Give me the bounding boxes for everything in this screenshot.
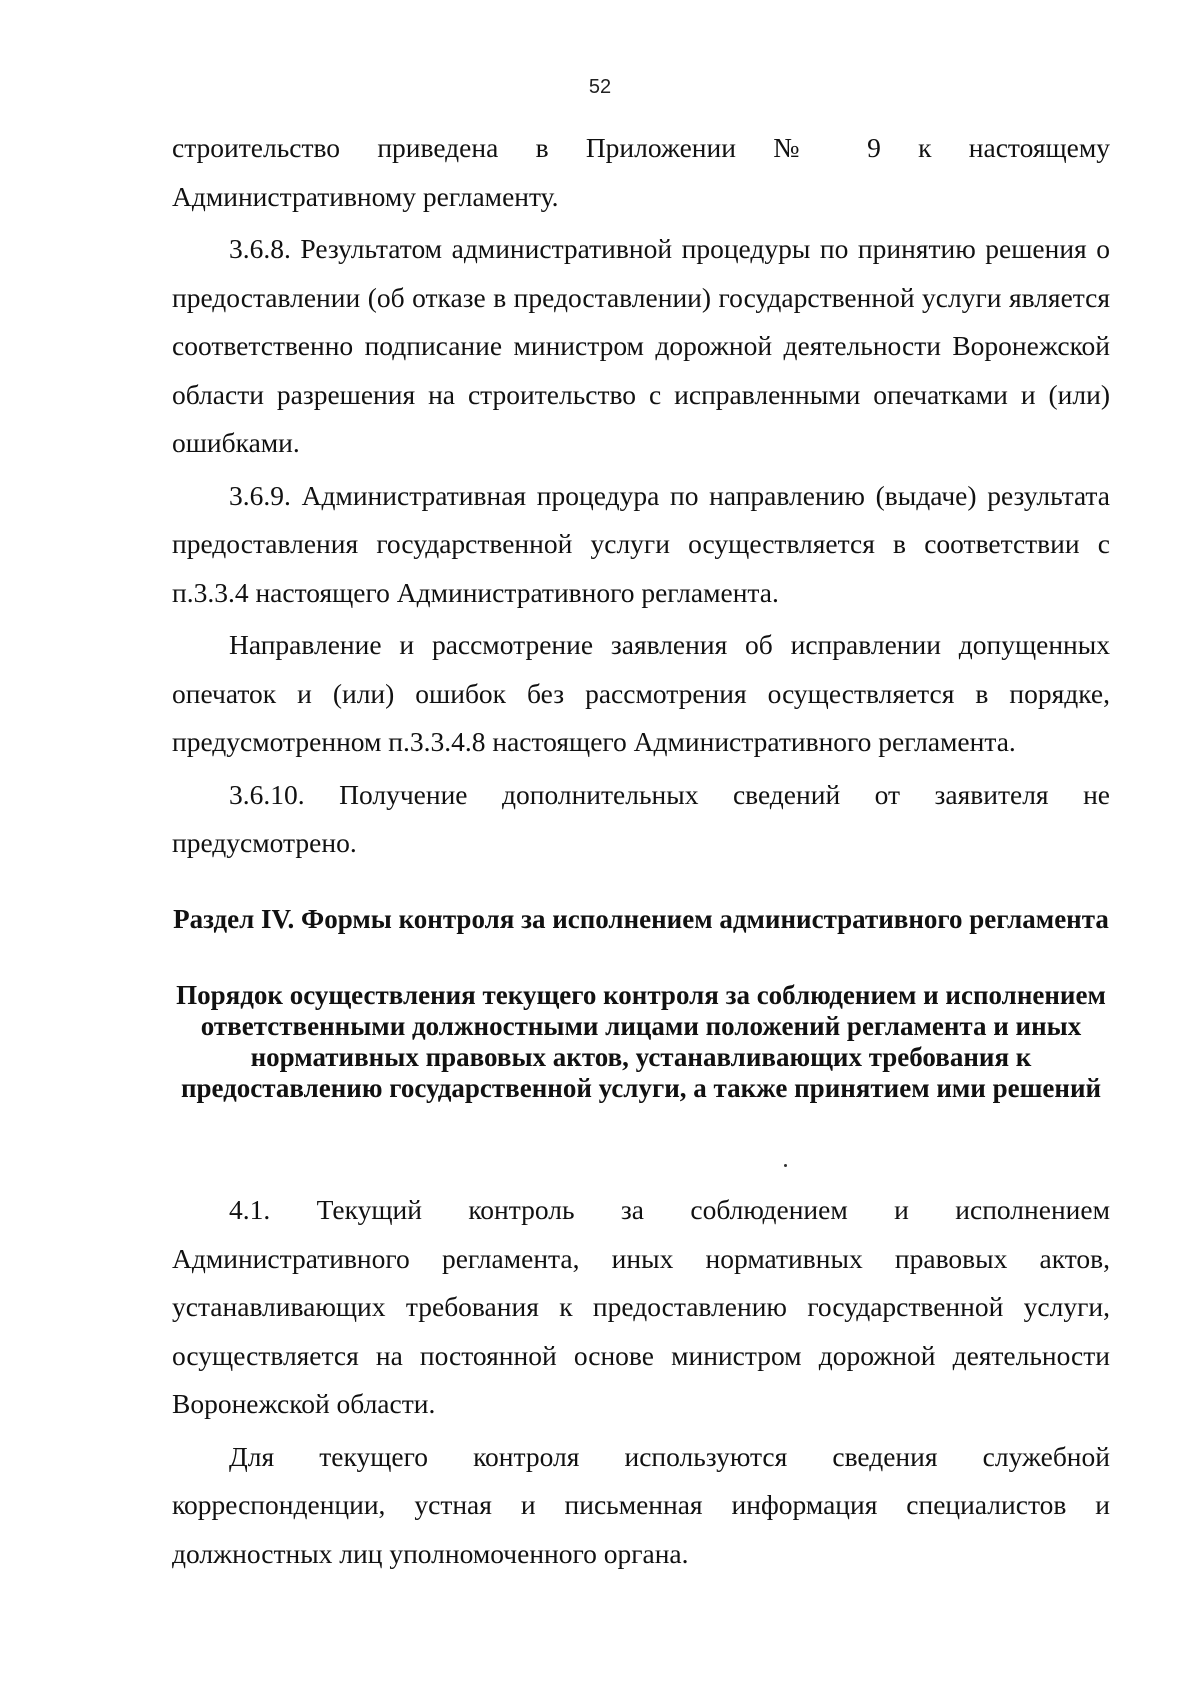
- paragraph-continuation: строительство приведена в Приложении № 9 к настоящему Административному регламенту.: [172, 132, 1110, 212]
- paragraph-4-1: 4.1. Текущий контроль за соблюдением и исполнением Административного регламента, иных нормативных правовых актов, устанавливающих требования к предоставлению государственной услуги, осуществляется на постоянной основе министром дорожной деятельности Воронежской области.: [172, 1194, 1110, 1419]
- page-number: 52: [588, 76, 612, 98]
- paragraph-3-6-10: 3.6.10. Получение дополнительных сведений от заявителя не предусмотрено.: [172, 778, 1110, 858]
- paragraph-direction: Направление и рассмотрение заявления об исправлении допущенных опечаток и (или) ошибок без рассмотрения осуществляется в порядке, предусмотренном п.3.3.4.8 настоящего Административного регламента.: [172, 629, 1110, 757]
- paragraph-current-control: Для текущего контроля используются сведения служебной корреспонденции, устная и письменная информация специалистов и должностных лиц уполномоченного органа.: [172, 1440, 1110, 1569]
- stray-dot-mark: [784, 1164, 787, 1167]
- section-subtitle: Порядок осуществления текущего контроля за соблюдением и исполнением ответственными должностными лицами положений регламента и иных нормативных правовых актов, устанавливающих требования к предоставлению государственной услуги, а также принятием ими решений: [176, 980, 1106, 1103]
- paragraph-3-6-9: 3.6.9. Административная процедура по направлению (выдаче) результата предоставления государственной услуги осуществляется в соответствии с п.3.3.4 настоящего Административного регламента.: [172, 479, 1110, 608]
- section-title: Раздел IV. Формы контроля за исполнением административного регламента: [173, 904, 1109, 934]
- body-text-top: [172, 124, 1110, 868]
- paragraph-3-6-8: 3.6.8. Результатом административной процедуры по принятию решения о предоставлении (об отказе в предоставлении) государственной услуги является соответственно подписание министром дорожной деятельности Воронежской области разрешения на строительство с исправленными опечатками и (или) ошибками.: [172, 233, 1110, 458]
- body-text-bottom: [172, 1186, 1110, 1578]
